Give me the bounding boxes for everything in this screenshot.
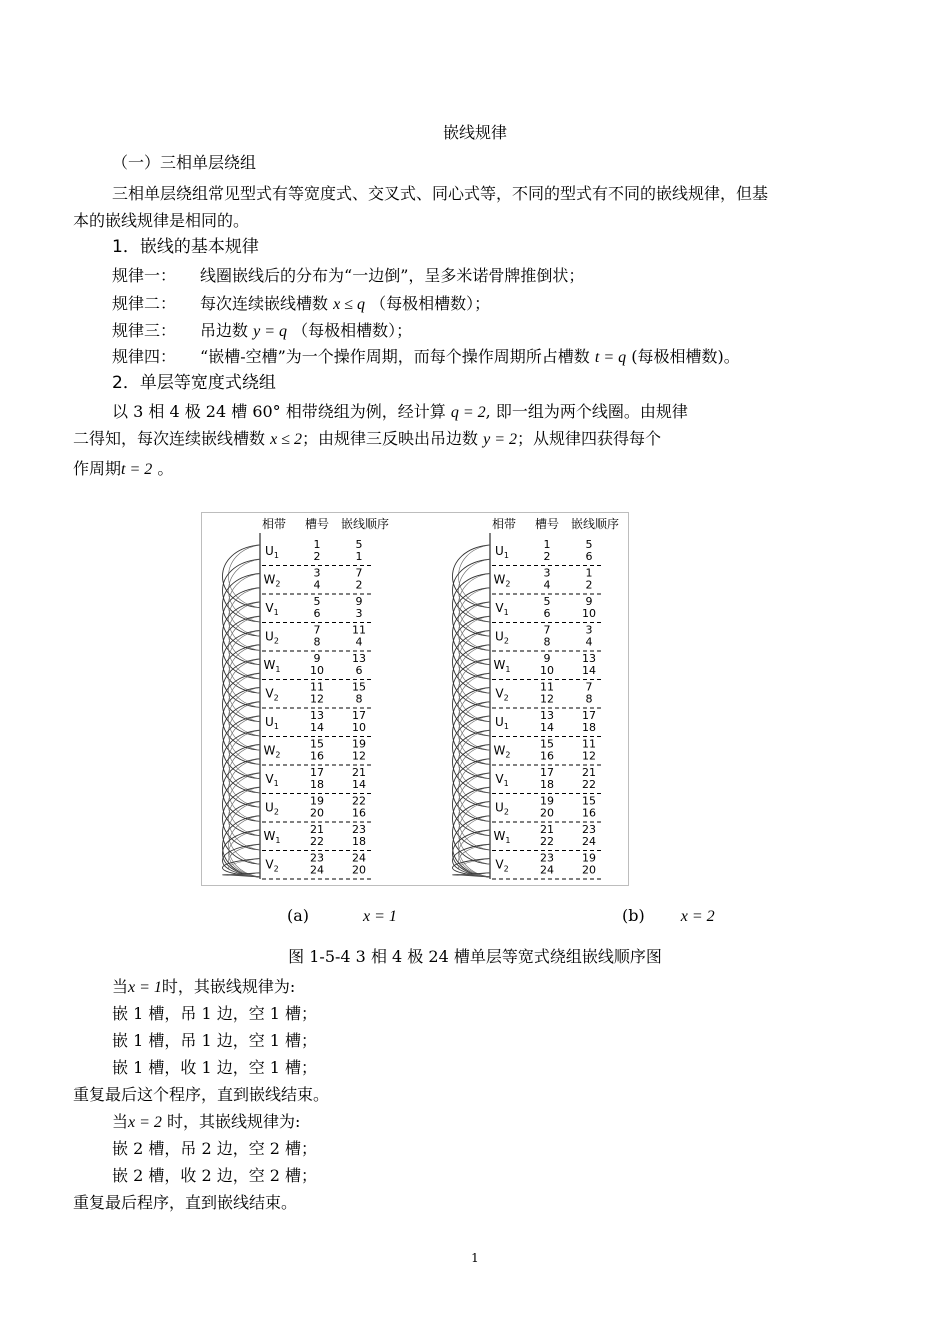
- slot-number: 9: [543, 652, 551, 665]
- sub-label: (a): [287, 906, 310, 925]
- case2-step: 嵌 2 槽，吊 2 边，空 2 槽；: [112, 1139, 318, 1158]
- order-number: 11: [582, 737, 596, 751]
- order-number: 17: [582, 709, 596, 722]
- order-number: 12: [582, 749, 596, 763]
- order-number: 6: [585, 550, 593, 563]
- order-number: 23: [582, 823, 596, 836]
- rule-text: “嵌槽-空槽”为一个操作周期，而每个操作周期所占槽数: [200, 347, 590, 366]
- coil-arc: [453, 631, 491, 694]
- coil-arc: [223, 787, 261, 850]
- case1-step: 嵌 1 槽，吊 1 边，空 1 槽；: [112, 1031, 318, 1050]
- order-number: 1: [355, 550, 363, 563]
- slot-number: 13: [310, 709, 324, 722]
- slot-number: 10: [540, 664, 554, 677]
- phase-label: $U_1$: [495, 715, 509, 731]
- heading-basic-rules: 1．嵌线的基本规律: [112, 237, 259, 257]
- order-number: 2: [355, 578, 363, 592]
- section-heading: （一）三相单层绕组: [112, 153, 257, 172]
- coil-arc: [453, 759, 491, 822]
- para2-line-1: [112, 401, 688, 424]
- slot-number: 10: [310, 664, 324, 677]
- phase-label: $V_2$: [265, 857, 279, 874]
- header-slot: 槽号: [304, 517, 330, 531]
- page-number: 1: [471, 1251, 479, 1265]
- rule-label: 规律二：: [112, 294, 177, 313]
- rule-text-after: （每极相槽数）；: [370, 294, 491, 313]
- slot-number: 21: [540, 823, 554, 836]
- para-text: 当: [112, 1112, 129, 1131]
- coil-arc: [453, 559, 491, 622]
- coil-arc: [459, 830, 491, 877]
- para-math: x = 1: [128, 979, 162, 996]
- slot-number: 3: [313, 566, 321, 580]
- coil-arc: [453, 816, 491, 877]
- rule-4: [112, 346, 740, 369]
- case1-intro: [112, 976, 295, 999]
- coil-arc: [223, 816, 261, 877]
- slot-number: 6: [543, 607, 551, 620]
- para-math: y = 2: [483, 431, 518, 448]
- para-text: 当: [112, 977, 129, 996]
- coil-arc: [453, 802, 491, 865]
- order-number: 17: [352, 709, 366, 722]
- slot-number: 8: [313, 635, 321, 649]
- coil-arc: [453, 574, 491, 637]
- slot-number: 14: [310, 721, 324, 734]
- order-number: 13: [352, 652, 366, 665]
- coil-arc: [223, 673, 261, 736]
- winding-diagram: [202, 513, 628, 885]
- para-text: 。: [157, 459, 174, 478]
- slot-number: 1: [543, 538, 551, 551]
- slot-number: 23: [310, 851, 324, 865]
- rule-1: [112, 265, 584, 287]
- slot-number: 15: [540, 737, 554, 751]
- coil-arc: [223, 688, 261, 751]
- para-text: 作周期: [73, 459, 122, 478]
- coil-arc: [453, 745, 491, 808]
- coil-arc: [453, 616, 491, 679]
- coil-arc: [223, 559, 261, 622]
- phase-label: $W_1$: [493, 829, 511, 845]
- rule-math: x ≤ q: [333, 296, 366, 313]
- phase-label: $U_1$: [265, 544, 279, 560]
- rule-label: 规律四：: [112, 347, 177, 366]
- order-number: 24: [352, 851, 366, 865]
- slot-number: 8: [543, 635, 551, 649]
- rule-3: [112, 320, 412, 343]
- order-number: 23: [352, 823, 366, 836]
- slot-number: 4: [313, 578, 321, 592]
- coil-arc: [453, 673, 491, 736]
- coil-arc: [223, 631, 261, 694]
- slot-number: 17: [310, 766, 324, 779]
- coil-arc: [223, 616, 261, 679]
- slot-number: 13: [540, 709, 554, 722]
- header-slot: 槽号: [534, 517, 560, 531]
- phase-label: $W_1$: [263, 829, 281, 845]
- order-number: 11: [352, 623, 366, 637]
- rule-text: 线圈嵌线后的分布为“一边倒”，呈多米诺骨牌推倒状；: [200, 266, 585, 285]
- order-number: 9: [355, 595, 363, 608]
- phase-label: $V_1$: [265, 601, 279, 617]
- sub-math: x = 2: [680, 908, 715, 925]
- slot-number: 18: [310, 778, 324, 791]
- phase-label: $W_2$: [493, 743, 511, 760]
- slot-number: 14: [540, 721, 554, 734]
- header-phase: 相带: [491, 517, 517, 531]
- phase-label: $U_2$: [495, 800, 509, 817]
- intro-line-1: 三相单层绕组常见型式有等宽度式、交叉式、同心式等，不同的型式有不同的嵌线规律，但基: [112, 184, 769, 203]
- header-phase: 相带: [261, 517, 287, 531]
- coil-arc: [453, 645, 491, 708]
- order-number: 22: [352, 794, 366, 808]
- para-text: 以 3 相 4 极 24 槽 60° 相带绕组为例，经计算: [112, 402, 446, 421]
- coil-arc: [453, 688, 491, 751]
- order-number: 14: [582, 664, 596, 677]
- phase-label: $V_1$: [495, 601, 509, 617]
- heading-equal-width: 2．单层等宽度式绕组: [112, 373, 276, 393]
- order-number: 1: [585, 566, 593, 580]
- slot-number: 23: [540, 851, 554, 865]
- coil-arc: [229, 830, 261, 877]
- coil-arc: [223, 745, 261, 808]
- order-number: 8: [355, 692, 363, 706]
- phase-label: $W_2$: [263, 743, 281, 760]
- order-number: 8: [585, 692, 593, 706]
- coil-arc: [223, 659, 261, 722]
- slot-number: 3: [543, 566, 551, 580]
- slot-number: 24: [310, 863, 324, 877]
- figure-a-label: [287, 906, 397, 926]
- phase-label: $W_2$: [493, 572, 511, 589]
- order-number: 14: [352, 778, 366, 791]
- slot-number: 16: [540, 749, 554, 763]
- coil-arc: [223, 645, 261, 708]
- order-number: 15: [352, 680, 366, 694]
- figure-caption: 图 1-5-4 3 相 4 极 24 槽单层等宽式绕组嵌线顺序图: [288, 947, 662, 966]
- order-number: 4: [585, 635, 593, 649]
- phase-label: $W_2$: [263, 572, 281, 589]
- para-text: 二得知，每次连续嵌线槽数: [73, 429, 266, 448]
- coil-arc: [453, 545, 491, 608]
- para-math: t = 2: [121, 461, 153, 478]
- coil-arc: [223, 574, 261, 637]
- slot-number: 20: [540, 806, 554, 820]
- coil-arc: [453, 602, 491, 665]
- order-number: 9: [585, 595, 593, 608]
- slot-number: 2: [313, 550, 321, 563]
- order-number: 21: [352, 766, 366, 779]
- order-number: 24: [582, 835, 596, 848]
- slot-number: 17: [540, 766, 554, 779]
- slot-number: 11: [540, 680, 554, 694]
- slot-number: 2: [543, 550, 551, 563]
- order-number: 20: [352, 863, 366, 877]
- slot-number: 16: [310, 749, 324, 763]
- order-number: 3: [355, 607, 363, 620]
- coil-arc: [223, 702, 261, 765]
- order-number: 12: [352, 749, 366, 763]
- phase-label: $V_2$: [495, 857, 509, 874]
- order-number: 5: [355, 538, 363, 551]
- coil-arc: [223, 759, 261, 822]
- coil-arc: [223, 802, 261, 865]
- coil-arc: [223, 716, 261, 779]
- order-number: 15: [582, 794, 596, 808]
- slot-number: 22: [310, 835, 324, 848]
- slot-number: 4: [543, 578, 551, 592]
- phase-label: $W_1$: [493, 658, 511, 674]
- header-order: 嵌线顺序: [340, 517, 390, 531]
- sub-label: (b): [622, 906, 645, 925]
- para-text: 时，其嵌线规律为:: [167, 1112, 301, 1131]
- slot-number: 6: [313, 607, 321, 620]
- coil-arc: [453, 730, 491, 793]
- phase-label: $V_2$: [495, 686, 509, 703]
- order-number: 22: [582, 778, 596, 791]
- slot-number: 24: [540, 863, 554, 877]
- phase-label: $W_1$: [263, 658, 281, 674]
- slot-number: 7: [313, 623, 321, 637]
- coil-arc: [453, 773, 491, 836]
- order-number: 16: [352, 806, 366, 820]
- order-number: 7: [585, 680, 593, 694]
- case2-step: 嵌 2 槽，收 2 边，空 2 槽；: [112, 1166, 318, 1185]
- order-number: 5: [585, 538, 593, 551]
- header-order: 嵌线顺序: [570, 517, 620, 531]
- intro-line-2: 本的嵌线规律是相同的。: [73, 211, 250, 230]
- rule-math: y = q: [253, 323, 288, 340]
- para2-line-2: [73, 428, 661, 451]
- rule-text-after: (每极相槽数)。: [631, 347, 740, 366]
- slot-number: 19: [540, 794, 554, 808]
- rule-label: 规律三：: [112, 321, 177, 340]
- coil-arc: [453, 588, 491, 651]
- para2-line-3: [73, 458, 173, 481]
- rule-text-after: （每极相槽数）；: [292, 321, 413, 340]
- phase-label: $U_2$: [265, 800, 279, 817]
- para-text: , 即一组为两个线圈。由规律: [485, 402, 688, 421]
- order-number: 13: [582, 652, 596, 665]
- figure-b-label: [622, 906, 715, 926]
- slot-number: 12: [310, 692, 324, 706]
- slot-number: 5: [543, 595, 551, 608]
- slot-number: 21: [310, 823, 324, 836]
- para-text: ；由规律三反映出吊边数: [302, 429, 479, 448]
- phase-label: $V_1$: [495, 772, 509, 788]
- order-number: 7: [355, 566, 363, 580]
- coil-arc: [453, 702, 491, 765]
- page-title: 嵌线规律: [442, 123, 507, 142]
- rule-text: 吊边数: [200, 321, 249, 340]
- order-number: 2: [585, 578, 593, 592]
- coil-arc: [223, 602, 261, 665]
- slot-number: 18: [540, 778, 554, 791]
- phase-label: $U_1$: [265, 715, 279, 731]
- para-text: 时，其嵌线规律为:: [161, 977, 296, 996]
- order-number: 6: [355, 664, 363, 677]
- coil-arc: [453, 787, 491, 850]
- para-math: x = 2: [128, 1114, 162, 1131]
- order-number: 21: [582, 766, 596, 779]
- para-math: x ≤ 2: [270, 431, 302, 448]
- rule-math: t = q: [594, 349, 627, 366]
- order-number: 18: [352, 835, 366, 848]
- order-number: 10: [352, 721, 366, 734]
- phase-label: $V_2$: [265, 686, 279, 703]
- phase-label: $U_2$: [495, 629, 509, 646]
- order-number: 4: [355, 635, 363, 649]
- order-number: 3: [585, 623, 593, 637]
- slot-number: 5: [313, 595, 321, 608]
- slot-number: 1: [313, 538, 321, 551]
- coil-arc: [223, 588, 261, 651]
- rule-2: [112, 293, 490, 316]
- phase-label: $V_1$: [265, 772, 279, 788]
- rule-label: 规律一：: [112, 266, 177, 285]
- phase-label: $U_2$: [265, 629, 279, 646]
- coil-arc: [223, 773, 261, 836]
- slot-number: 7: [543, 623, 551, 637]
- case2-repeat: 重复最后程序，直到嵌线结束。: [73, 1193, 298, 1212]
- slot-number: 22: [540, 835, 554, 848]
- case1-step: 嵌 1 槽，吊 1 边，空 1 槽；: [112, 1004, 318, 1023]
- slot-number: 15: [310, 737, 324, 751]
- case1-step: 嵌 1 槽，收 1 边，空 1 槽；: [112, 1058, 318, 1077]
- slot-number: 19: [310, 794, 324, 808]
- coil-arc: [223, 545, 261, 608]
- order-number: 16: [582, 806, 596, 820]
- slot-number: 12: [540, 692, 554, 706]
- case1-repeat: 重复最后这个程序，直到嵌线结束。: [73, 1085, 330, 1104]
- phase-label: $U_1$: [495, 544, 509, 560]
- coil-arc: [223, 730, 261, 793]
- order-number: 18: [582, 721, 596, 734]
- order-number: 19: [582, 851, 596, 865]
- case2-intro: [112, 1111, 300, 1134]
- order-number: 10: [582, 607, 596, 620]
- coil-arc: [453, 659, 491, 722]
- slot-number: 20: [310, 806, 324, 820]
- slot-number: 9: [313, 652, 321, 665]
- order-number: 20: [582, 863, 596, 877]
- sub-math: x = 1: [363, 908, 397, 925]
- coil-arc: [453, 716, 491, 779]
- para-text: ；从规律四获得每个: [517, 429, 662, 448]
- order-number: 19: [352, 737, 366, 751]
- rule-text: 每次连续嵌线槽数: [200, 294, 329, 313]
- para-math: q = 2: [450, 404, 486, 421]
- winding-figure: [201, 512, 629, 886]
- slot-number: 11: [310, 680, 324, 694]
